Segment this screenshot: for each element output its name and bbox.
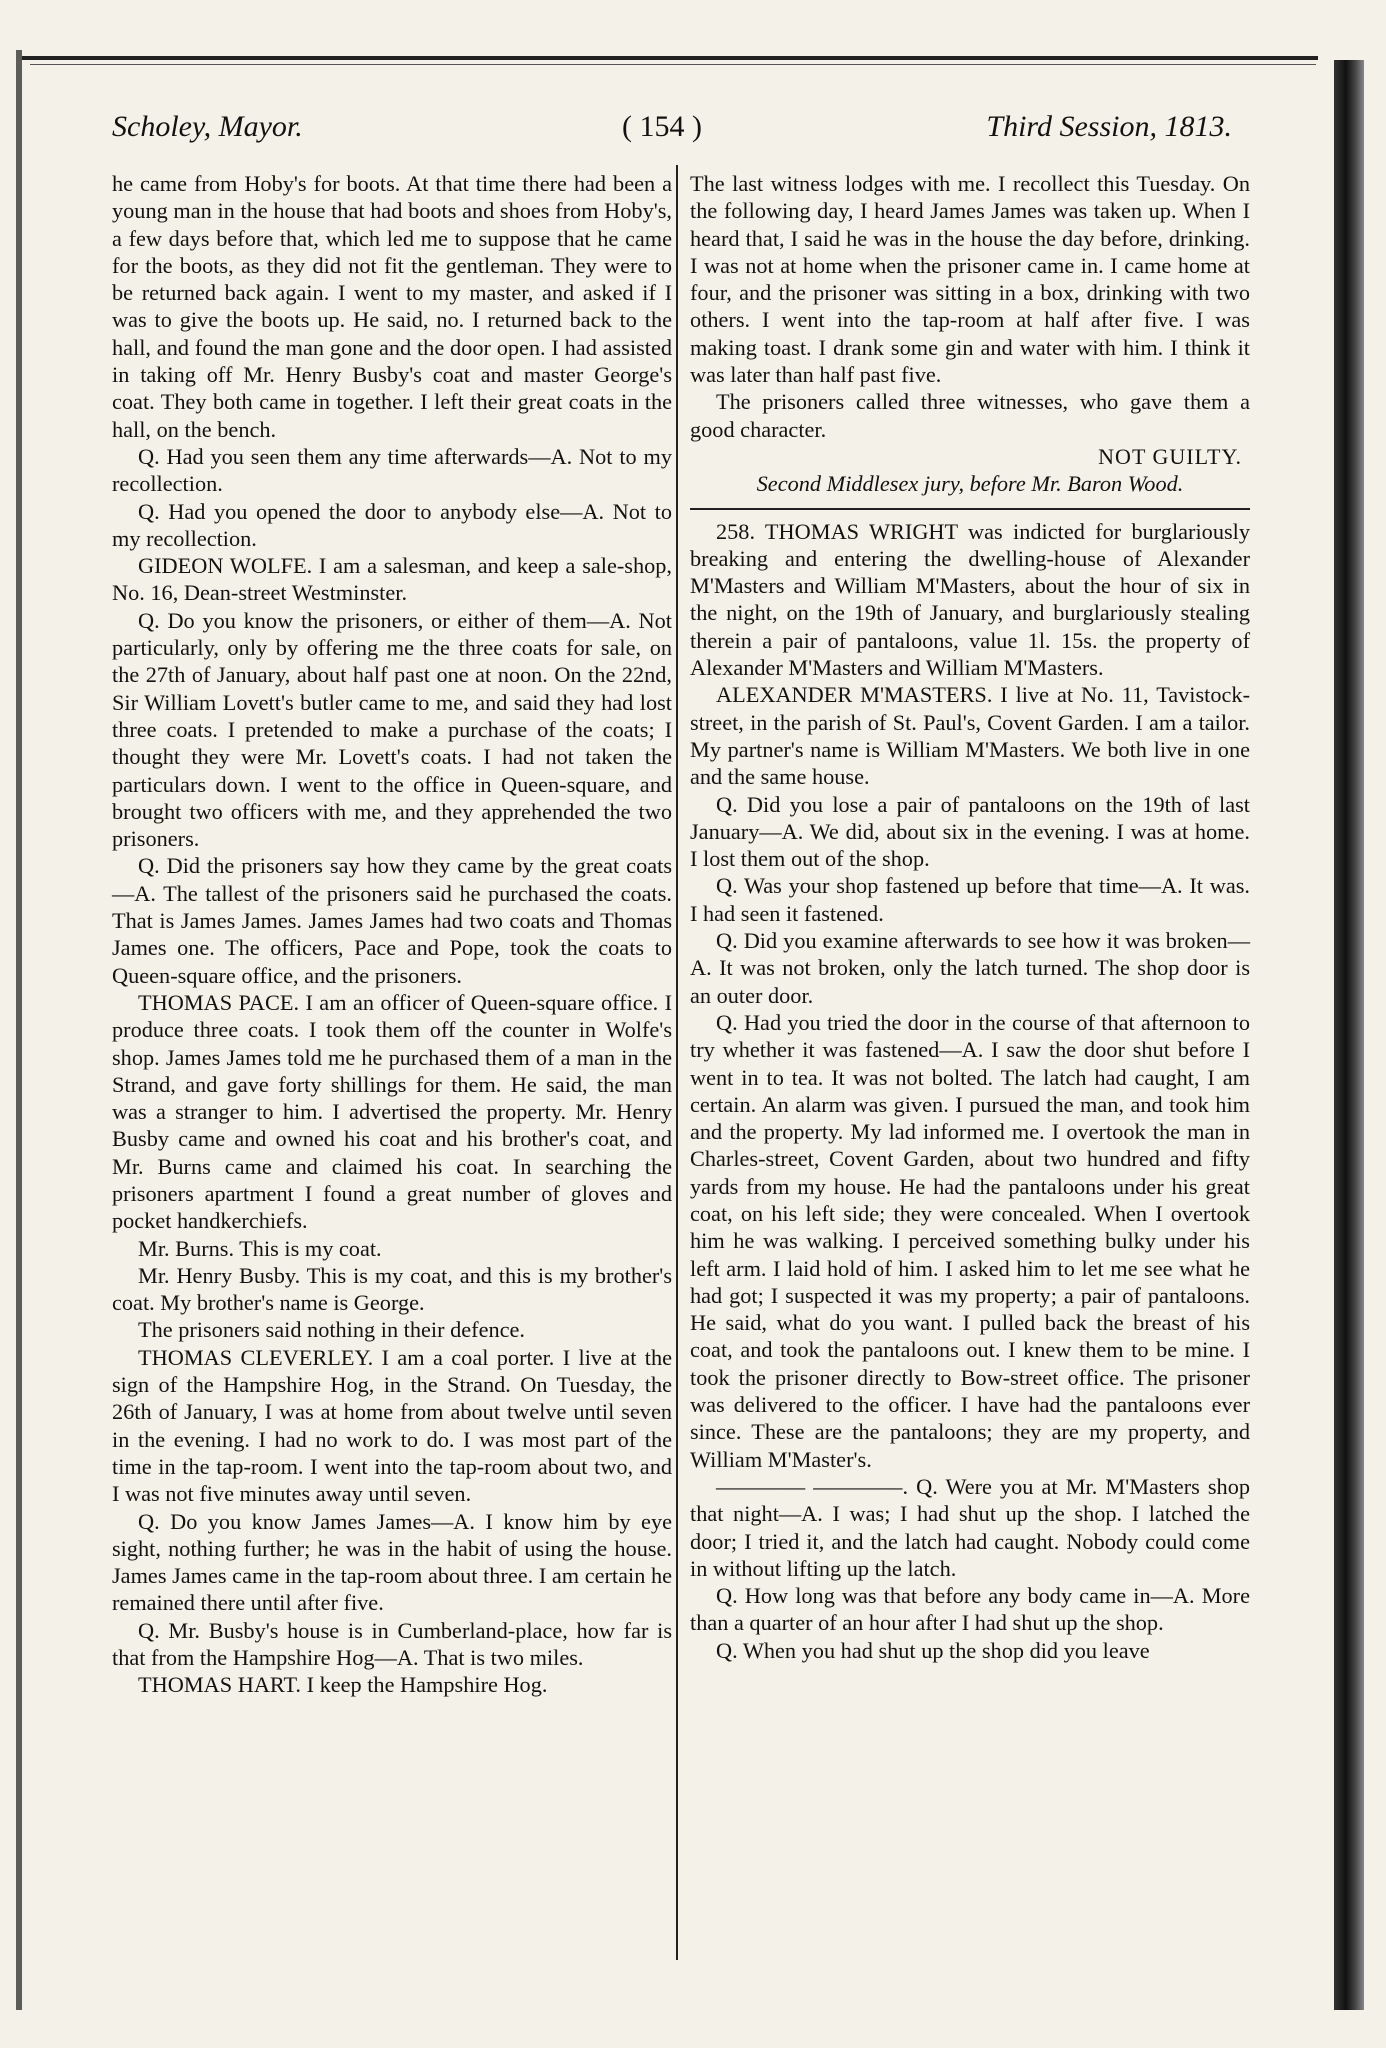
paragraph: Q. When you had shut up the shop did you leave [716,1637,1150,1663]
paragraph: THOMAS CLEVERLEY. I am a coal porter. I live at the sign of the Hampshire Hog, in the Strand. On Tuesday, the 26th of January, I was at home from about twelve until seven in the evening. I had no work to do. I was most part of the time in the tap-room. I went into the tap-room about two, and I was not five minutes away until seven. [112,1344,672,1507]
paragraph: Q. Was your shop fastened up before that time—A. It was. I had seen it fastened. [690,873,1250,926]
running-header [112,110,1232,156]
left-column [112,170,672,1699]
paragraph: Q. Had you opened the door to anybody else—A. Not to my recollection. [112,498,672,551]
paragraph: Q. Do you know the prisoners, or either of them—A. Not particularly, only by offering me the three coats for sale, on the 27th of January, about half past one at noon. On the 22nd, Sir William Lovett's butler came to me, and said they had lost three coats. I pretended to make a purchase of the coats; I thought they were Mr. Lovett's coats. I had not taken the particulars down. I went to the office in Queen-square, and brought two officers with me, and they apprehended the two prisoners. [112,607,672,852]
paragraph: The last witness lodges with me. I recollect this Tuesday. On the following day, I heard James James was taken up. When I heard that, I said he was in the house the day before, drinking. I was not at home when the prisoner came in. I came home at four, and the prisoner was sitting in a box, drinking with two others. I went into the tap-room at half after five. I was making toast. I drank some gin and water with him. I think it was later than half past five. [690,171,1250,388]
paragraph: Q. How long was that before any body came in—A. More than a quarter of an hour after I had shut up the shop. [690,1583,1250,1636]
header-mayor: Scholey, Mayor. [112,110,303,143]
jury-line: Second Middlesex jury, before Mr. Baron Wood. [756,471,1184,497]
paragraph: 258. THOMAS WRIGHT was indicted for burglariously breaking and entering the dwelling-house of Alexander M'Masters and William M'Masters, about the hour of six in the night, on the 19th of January, and burglariously stealing therein a pair of pantaloons, value 1l. 15s. the property of Alexander M'Masters and William M'Masters. [690,518,1250,681]
paragraph: GIDEON WOLFE. I am a salesman, and keep a sale-shop, No. 16, Dean-street Westminster. [112,553,672,606]
paragraph: Q. Did you lose a pair of pantaloons on the 19th of last January—A. We did, about six in the evening. I was at home. I lost them out of the shop. [690,791,1250,872]
paragraph: ———— ————. Q. Were you at Mr. M'Masters shop that night—A. I was; I had shut up the shop. I latched the door; I tried it, and the latch had caught. Nobody could come in without lifting up the latch. [690,1473,1250,1581]
header-session: Third Session, 1813. [986,110,1232,143]
paragraph: he came from Hoby's for boots. At that time there had been a young man in the house that had boots and shoes from Hoby's, a few days before that, which led me to suppose that he came for the boots, as they did not fit the gentleman. They were to be returned back again. I went to my master, and asked if I was to give the boots up. He said, no. I returned back to the hall, and found the man gone and the door open. I had assisted in taking off Mr. Henry Busby's coat and master George's coat. They both came in together. I left their great coats in the hall, on the bench. [112,171,672,442]
right-column [690,170,1250,1664]
paragraph: Q. Do you know James James—A. I know him by eye sight, nothing further; he was in the habit of using the house. James James came in the tap-room about three. I am certain he remained there until after five. [112,1508,672,1616]
paragraph: Q. Did you examine afterwards to see how it was broken—A. It was not broken, only the latch turned. The shop door is an outer door. [690,928,1250,1008]
paragraph: Q. Had you seen them any time afterwards—A. Not to my recollection. [112,443,672,497]
paragraph: THOMAS PACE. I am an officer of Queen-square office. I produce three coats. I took them off the counter in Wolfe's shop. James James told me he purchased them of a man in the Strand, and gave forty shillings for them. He said, the man was a stranger to him. I advertised the property. Mr. Henry Busby came and owned his coat and his brother's coat, and Mr. Burns came and claimed his coat. In searching the prisoners apartment I found a great number of gloves and pocket handkerchiefs. [112,989,672,1234]
page-right-edge [1334,60,1364,2010]
page-binding-edge [16,50,22,2010]
verdict: NOT GUILTY. [1098,443,1242,469]
paragraph: Mr. Burns. This is my coat. [138,1235,382,1261]
paragraph: The prisoners called three witnesses, who gave them a good character. [690,389,1250,442]
paragraph: Mr. Henry Busby. This is my coat, and this is my brother's coat. My brother's name is George. [112,1262,672,1316]
column-divider [676,165,678,1960]
paragraph: THOMAS HART. I keep the Hampshire Hog. [138,1672,548,1698]
top-rule [22,56,1318,60]
paragraph: The prisoners said nothing in their defence. [138,1317,525,1343]
top-rule-thin [30,64,1316,65]
paragraph: ALEXANDER M'MASTERS. I live at No. 11, Tavistock-street, in the parish of St. Paul's, Covent Garden. I am a tailor. My partner's name is William M'Masters. We both live in one and the same house. [690,682,1250,790]
case-separator [690,508,1250,510]
paragraph: Q. Mr. Busby's house is in Cumberland-place, how far is that from the Hampshire Hog—A. That is two miles. [112,1617,672,1671]
paragraph: Q. Did the prisoners say how they came by the great coats—A. The tallest of the prisoners said he purchased the coats. That is James James. James James had two coats and Thomas James one. The officers, Pace and Pope, took the coats to Queen-square office, and the prisoners. [112,853,672,988]
page-number: ( 154 ) [622,110,702,143]
paragraph: Q. Had you tried the door in the course of that afternoon to try whether it was fastened—A. I saw the door shut before I went in to tea. It was not bolted. The latch had caught, I am certain. An alarm was given. I pursued the man, and took him and the property. My lad informed me. I overtook the man in Charles-street, Covent Garden, about two hundred and fifty yards from my house. He had the pantaloons under his great coat, on his left side; they were concealed. When I overtook him he was walking. I perceived something bulky under his left arm. I laid hold of him. I asked him to let me see what he had got; I suspected it was my property; a pair of pantaloons. He said, what do you want. I pulled back the breast of his coat, and took the pantaloons out. I knew them to be mine. I took the prisoner directly to Bow-street office. The prisoner was delivered to the officer. I have had the pantaloons ever since. These are the pantaloons; they are my property, and William M'Master's. [690,1009,1250,1472]
